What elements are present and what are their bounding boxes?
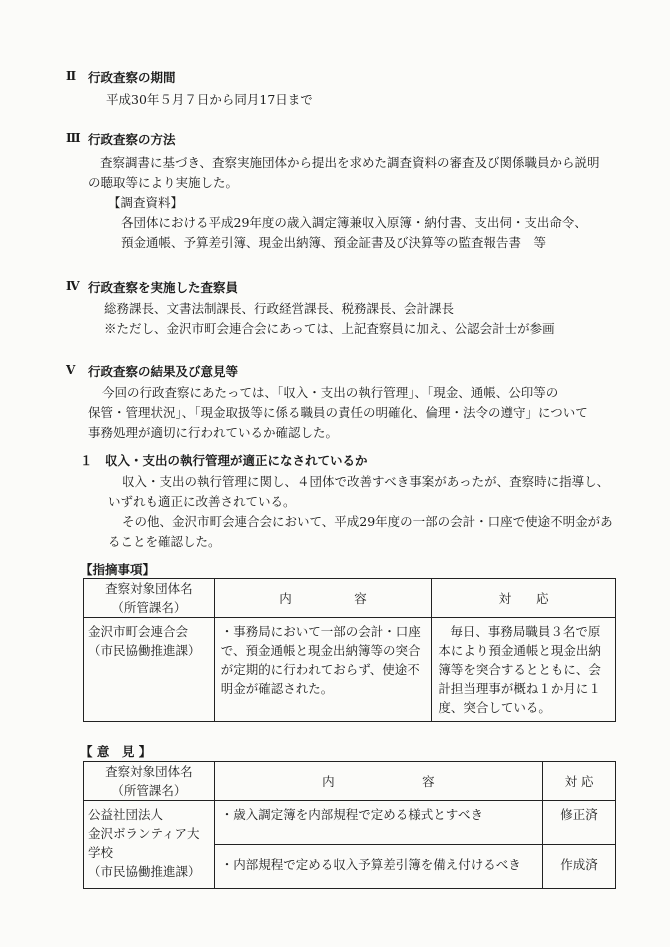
content-cell: ・事務局において一部の会計・口座で、預金通帳と現金出納簿等の突合が定期的に行われておらず、使途不明金が確認された。 bbox=[214, 618, 432, 722]
section-3-line: の聴取等により実施した。 bbox=[88, 175, 239, 190]
section-3-number: Ⅲ bbox=[66, 131, 81, 145]
response-cell: 修正済 bbox=[543, 801, 616, 845]
org-dept: （市民協働推進課） bbox=[88, 643, 201, 658]
section-2-body: 平成30年５月７日から同月17日まで bbox=[106, 92, 313, 107]
section-5-line: 事務処理が適切に行われているか確認した。 bbox=[88, 425, 339, 440]
table-2-label: 【 意 見 】 bbox=[80, 744, 152, 759]
header-content: 内 容 bbox=[214, 579, 432, 618]
table-header-row bbox=[84, 762, 616, 801]
section-5-number: Ⅴ bbox=[66, 363, 76, 377]
section-4-line: ※ただし、金沢市町会連合会にあっては、上記査察員に加え、公認会計士が参画 bbox=[104, 321, 555, 336]
section-4-number: Ⅳ bbox=[66, 279, 80, 293]
subsection-line: その他、金沢市町会連合会において、平成29年度の一部の会計・口座で使途不明金があ bbox=[122, 514, 613, 529]
table-row bbox=[84, 801, 616, 845]
subsection-line: いずれも適正に改善されている。 bbox=[108, 494, 296, 509]
opinions-table bbox=[83, 761, 616, 889]
header-org-line: （所管課名） bbox=[111, 600, 187, 615]
section-3-line: 査察調書に基づき、査察実施団体から提出を求めた調査資料の審査及び関係職員から説明 bbox=[100, 155, 600, 170]
section-2-number: Ⅱ bbox=[66, 69, 77, 83]
header-response: 対 応 bbox=[432, 579, 616, 618]
table-header-row bbox=[84, 579, 616, 618]
header-response: 対 応 bbox=[543, 762, 616, 801]
section-4-title: 行政査察を実施した査察員 bbox=[88, 280, 239, 295]
header-org-line: 査察対象団体名 bbox=[105, 581, 193, 596]
org-cell bbox=[84, 618, 215, 722]
response-cell: 毎日、事務局職員３名で原本により預金通帳と現金出納簿等を突合するとともに、会計担当理事が概ね１か月に１度、突合している。 bbox=[432, 618, 616, 722]
org-name: 金沢市町会連合会 bbox=[88, 624, 189, 639]
header-content: 内 容 bbox=[214, 762, 542, 801]
org-cell bbox=[84, 801, 215, 889]
subsection-line: ることを確認した。 bbox=[108, 534, 221, 549]
section-5-line: 今回の行政査察にあたっては、「収入・支出の執行管理」、「現金、通帳、公印等の bbox=[102, 385, 559, 400]
org-name: 金沢ボランティア大学校 bbox=[88, 826, 200, 860]
materials-label: 【調査資料】 bbox=[108, 195, 184, 210]
content-cell: ・内部規程で定める収入予算差引簿を備え付けるべき bbox=[214, 845, 542, 889]
org-name: 公益社団法人 bbox=[88, 807, 164, 822]
materials-line: 各団体における平成29年度の歳入調定簿兼収入原簿・納付書、支出伺・支出命令、 bbox=[121, 215, 587, 230]
findings-table bbox=[83, 578, 616, 722]
header-org-line: （所管課名） bbox=[111, 783, 187, 798]
header-org bbox=[84, 762, 215, 801]
section-5-line: 保管・管理状況」、「現金取扱等に係る職員の責任の明確化、倫理・法令の遵守」について bbox=[88, 405, 588, 420]
org-dept: （市民協働推進課） bbox=[88, 864, 201, 879]
header-org-line: 査察対象団体名 bbox=[105, 764, 193, 779]
table-row bbox=[84, 618, 616, 722]
table-1-label: 【指摘事項】 bbox=[80, 562, 156, 577]
section-4-line: 総務課長、文書法制課長、行政経営課長、税務課長、会計課長 bbox=[104, 301, 455, 316]
subsection-line: 収入・支出の執行管理に関し、４団体で改善すべき事案があったが、査察時に指導し、 bbox=[122, 474, 610, 489]
section-3-title: 行政査察の方法 bbox=[88, 132, 176, 147]
subsection-title: １ 収入・支出の執行管理が適正になされているか bbox=[80, 453, 368, 468]
section-5-title: 行政査察の結果及び意見等 bbox=[88, 364, 239, 379]
response-cell: 作成済 bbox=[543, 845, 616, 889]
content-cell: ・歳入調定簿を内部規程で定める様式とすべき bbox=[214, 801, 542, 845]
header-org bbox=[84, 579, 215, 618]
section-2-title: 行政査察の期間 bbox=[88, 70, 176, 85]
materials-line: 預金通帳、予算差引簿、現金出納簿、預金証書及び決算等の監査報告書 等 bbox=[121, 235, 547, 250]
